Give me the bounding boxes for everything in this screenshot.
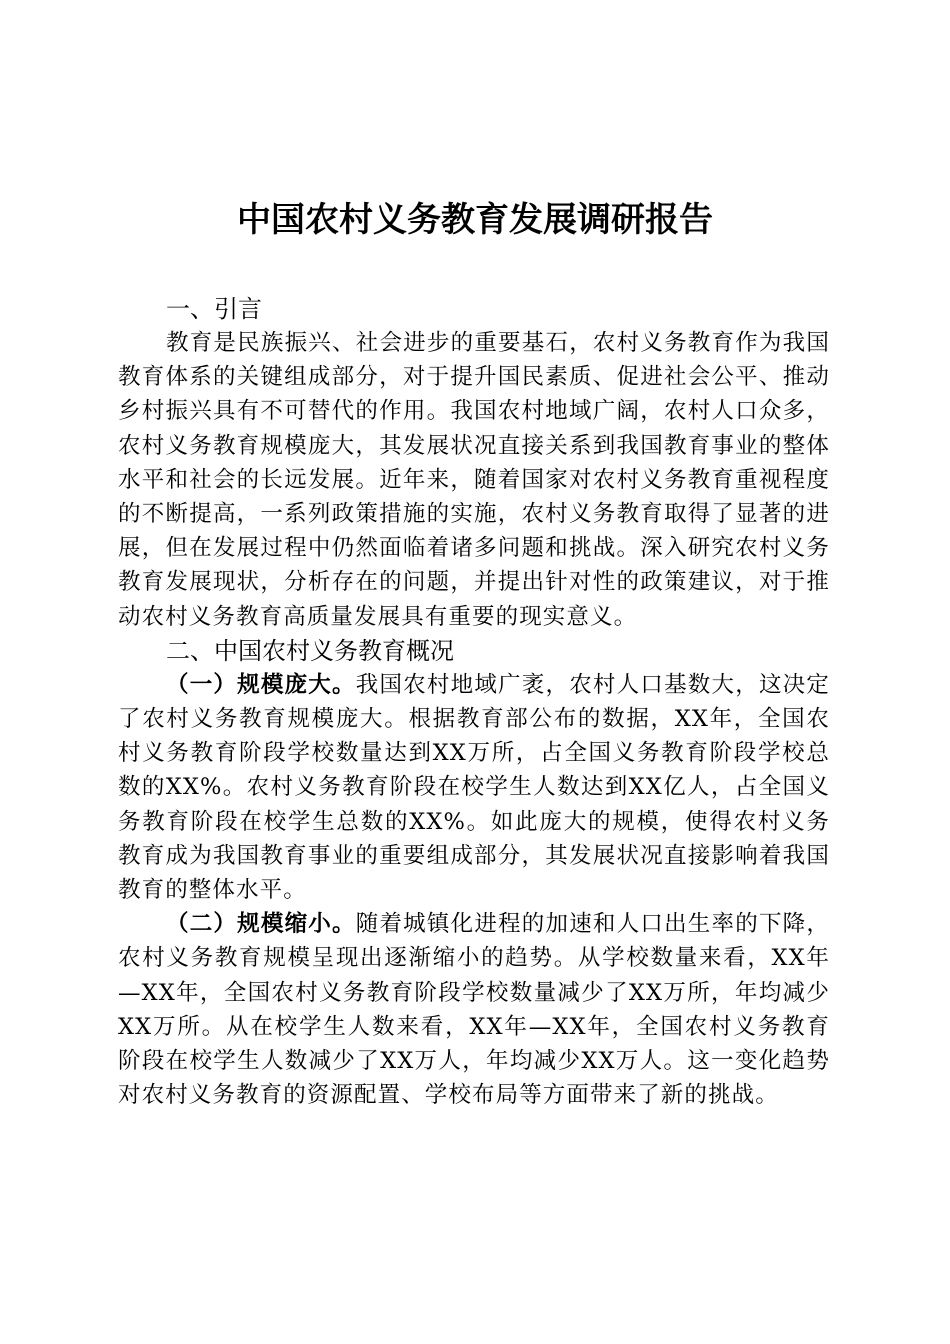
paragraph-text-scale-shrinking: 随着城镇化进程的加速和人口出生率的下降，农村义务教育规模呈现出逐渐缩小的趋势。从学校数量来看，XX年—XX年，全国农村义务教育阶段学校数量减少了XX万所，年均减少XX万所。从在校学生人数来看，XX年—XX年，全国农村义务教育阶段在校学生人数减少了XX万人，年均减少XX万人。这一变化趋势对农村义务教育的资源配置、学校布局等方面带来了新的挑战。 bbox=[118, 911, 830, 1109]
section-heading-introduction: 一、引言 bbox=[166, 295, 262, 323]
document-body bbox=[118, 292, 830, 1112]
paragraph-text-scale-large: 我国农村地域广袤，农村人口基数大，这决定了农村义务教育规模庞大。根据教育部公布的数据，XX年，全国农村义务教育阶段学校数量达到XX万所，占全国义务教育阶段学校总数的XX%。农村义务教育阶段在校学生人数达到XX亿人，占全国义务教育阶段在校学生总数的XX%。如此庞大的规模，使得农村义务教育成为我国教育事业的重要组成部分，其发展状况直接影响着我国教育的整体水平。 bbox=[118, 671, 830, 904]
paragraph-lead-scale-large: （一）规模庞大。 bbox=[166, 671, 356, 698]
section-heading-overview: 二、中国农村义务教育概况 bbox=[166, 636, 454, 665]
overview-paragraph-scale-shrinking bbox=[118, 907, 830, 1112]
introduction-paragraph: 教育是民族振兴、社会进步的重要基石，农村义务教育作为我国教育体系的关键组成部分，对于提升国民素质、促进社会公平、推动乡村振兴具有不可替代的作用。我国农村地域广阔，农村人口众多，农村义务教育规模庞大，其发展状况直接关系到我国教育事业的整体水平和社会的长远发展。近年来，随着国家对农村义务教育重视程度的不断提高，一系列政策措施的实施，农村义务教育取得了显著的进展，但在发展过程中仍然面临着诸多问题和挑战。深入研究农村义务教育发展现状，分析存在的问题，并提出针对性的政策建议，对于推动农村义务教育高质量发展具有重要的现实意义。 bbox=[118, 330, 830, 630]
document-title: 中国农村义务教育发展调研报告 bbox=[237, 200, 713, 240]
overview-paragraph-scale-large bbox=[118, 668, 830, 907]
paragraph-lead-scale-shrinking: （二）规模缩小。 bbox=[166, 911, 356, 938]
